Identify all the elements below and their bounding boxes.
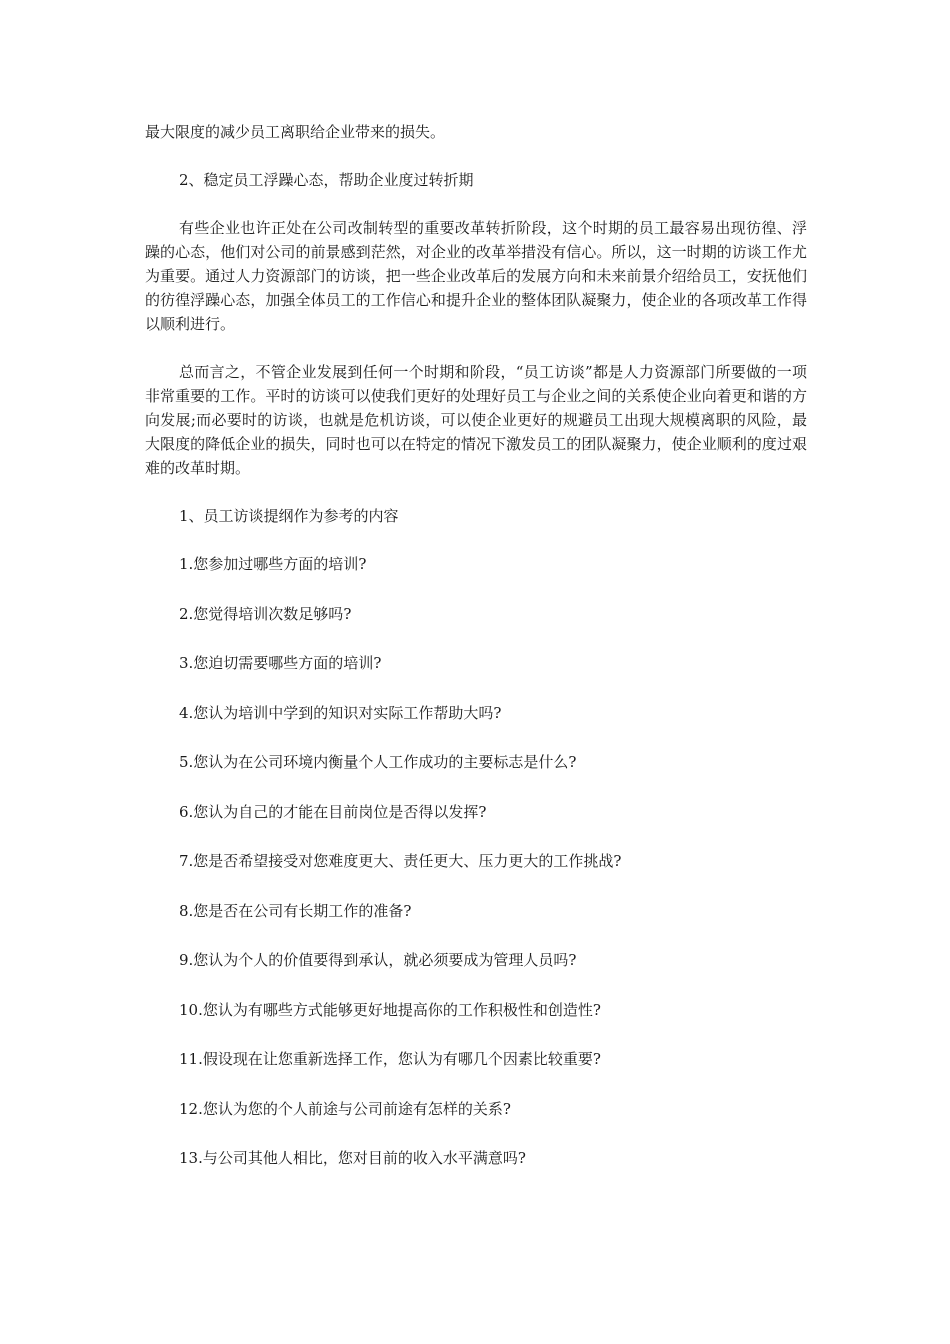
- list-item: 12.您认为您的个人前途与公司前途有怎样的关系?: [179, 1099, 511, 1118]
- list-item: 2.您觉得培训次数足够吗?: [179, 604, 352, 623]
- list-item: 11.假设现在让您重新选择工作，您认为有哪几个因素比较重要?: [179, 1050, 601, 1068]
- section-heading-outline: 1、员工访谈提纲作为参考的内容: [179, 507, 399, 525]
- list-item: 5.您认为在公司环境内衡量个人工作成功的主要标志是什么?: [179, 753, 577, 771]
- list-item: 7.您是否希望接受对您难度更大、责任更大、压力更大的工作挑战?: [179, 852, 622, 870]
- paragraph-continuation: 最大限度的减少员工离职给企业带来的损失。: [145, 123, 446, 141]
- list-item: 13.与公司其他人相比，您对目前的收入水平满意吗?: [179, 1149, 526, 1167]
- list-item: 10.您认为有哪些方式能够更好地提高你的工作积极性和创造性?: [179, 1000, 601, 1019]
- section-heading-2: 2、稳定员工浮躁心态，帮助企业度过转折期: [179, 171, 474, 189]
- paragraph-summary: 总而言之，不管企业发展到任何一个时期和阶段，“员工访谈”都是人力资源部门所要做的一项非常重要的工作。平时的访谈可以使我们更好的处理好员工与企业之间的关系使企业向着更和谐的方向发展;而必要时的访谈，也就是危机访谈，可以使企业更好的规避员工出现大规模离职的风险，最大限度的降低企业的损失，同时也可以在特定的情况下激发员工的团队凝聚力，使企业顺利的度过艰难的改革时期。: [145, 363, 807, 477]
- list-item: 6.您认为自己的才能在目前岗位是否得以发挥?: [179, 802, 487, 821]
- paragraph-transition-period: 有些企业也许正处在公司改制转型的重要改革转折阶段，这个时期的员工最容易出现彷徨、浮躁的心态，他们对公司的前景感到茫然，对企业的改革举措没有信心。所以，这一时期的访谈工作尤为重要。通过人力资源部门的访谈，把一些企业改革后的发展方向和未来前景介绍给员工，安抚他们的彷徨浮躁心态，加强全体员工的工作信心和提升企业的整体团队凝聚力，使企业的各项改革工作得以顺利进行。: [145, 219, 807, 333]
- document-body: [145, 120, 807, 1196]
- list-item: 3.您迫切需要哪些方面的培训?: [179, 654, 382, 672]
- list-item: 1.您参加过哪些方面的培训?: [179, 555, 367, 573]
- question-list: [145, 552, 807, 1170]
- list-item: 9.您认为个人的价值要得到承认，就必须要成为管理人员吗?: [179, 951, 577, 969]
- list-item: 4.您认为培训中学到的知识对实际工作帮助大吗?: [179, 703, 502, 722]
- list-item: 8.您是否在公司有长期工作的准备?: [179, 901, 412, 920]
